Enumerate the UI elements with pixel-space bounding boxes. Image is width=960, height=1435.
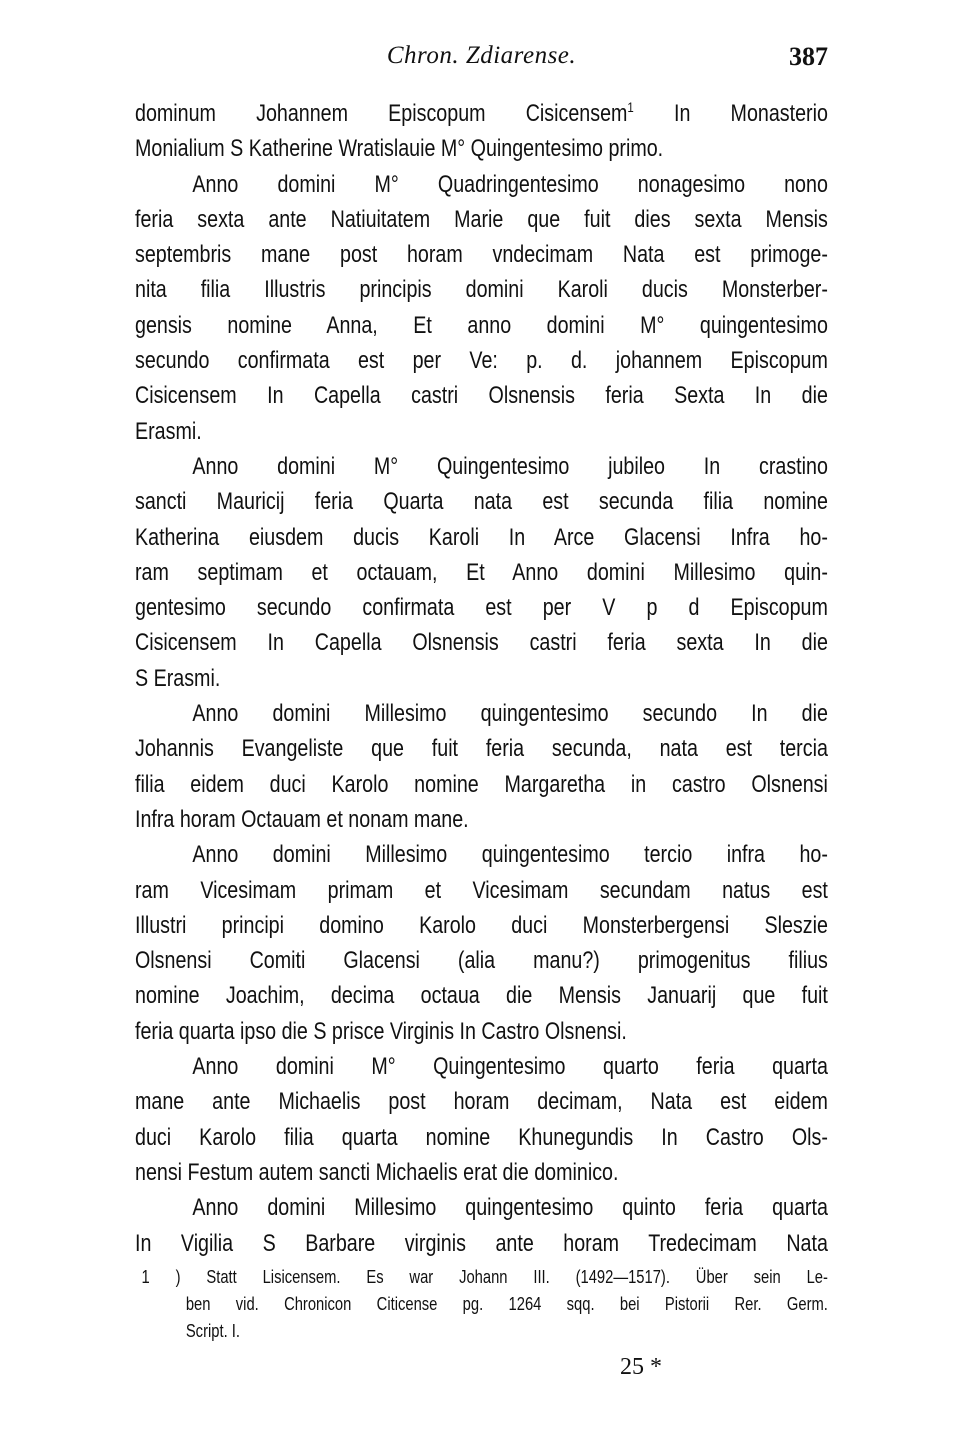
paragraph-start-line: Anno domini Millesimo quingentesimo tercio infra ho-: [192, 841, 828, 869]
paragraph-start-line: Anno domini Millesimo quingentesimo quinto feria quarta: [192, 1194, 828, 1222]
text-line: In Vigilia S Barbare virginis ante horam Tredecimam Nata: [135, 1229, 828, 1257]
text-line: ram Vicesimam primam et Vicesimam secundam natus est: [135, 876, 828, 904]
text-line: secundo confirmata est per Ve: p. d. johannem Episcopum: [135, 347, 828, 375]
text-line: Johannis Evangeliste que fuit feria secunda, nata est tercia: [135, 735, 828, 763]
text-line: ram septimam et octauam, Et Anno domini Millesimo quin-: [135, 558, 828, 586]
text-line: gensis nomine Anna, Et anno domini M° quingentesimo: [135, 311, 828, 339]
text-line: Infra horam Octauam et nonam mane.: [135, 805, 469, 833]
text-line: sancti Mauricij feria Quarta nata est secunda filia nomine: [135, 488, 828, 516]
paragraph-start-line: Anno domini M° Quadringentesimo nonagesimo nono: [192, 170, 828, 198]
running-title: Chron. Zdiarense.: [386, 42, 577, 69]
text-line: Cisicensem In Capella Olsnensis castri feria sexta In die: [135, 629, 828, 657]
signature-mark: 25 *: [620, 1354, 662, 1380]
text-line: Katherina eiusdem ducis Karoli In Arce Glacensi Infra ho-: [135, 523, 828, 551]
text-line: nomine Joachim, decima octaua die Mensis Januarij que fuit: [135, 982, 828, 1010]
text-line: Erasmi.: [135, 417, 202, 445]
footnote-line: 1 ) Statt Lisicensem. Es war Johann III. (1492—1517). Über sein Le-: [141, 1267, 828, 1287]
footnotes: [135, 1264, 828, 1345]
text-line: feria sexta ante Natiuitatem Marie que fuit dies sexta Mensis: [135, 205, 828, 233]
text-line: feria quarta ipso die S prisce Virginis In Castro Olsnensi.: [135, 1017, 627, 1045]
text-line: dominum Johannem Episcopum Cisicensem$^1$ In Monasterio: [135, 99, 828, 127]
text-line: Monialium S Katherine Wratislauie M° Quingentesimo primo.: [135, 135, 664, 163]
text-line: mane ante Michaelis post horam decimam, Nata est eidem: [135, 1088, 828, 1116]
text-line: Illustri principi domino Karolo duci Monsterbergensi Sleszie: [135, 911, 828, 939]
text-line: nita filia Illustris principis domini Karoli ducis Monsterber-: [135, 276, 828, 304]
text-line: Cisicensem In Capella castri Olsnensis feria Sexta In die: [135, 382, 828, 410]
paragraph-start-line: Anno domini M° Quingentesimo jubileo In crastino: [192, 452, 828, 480]
footnote-reference: 1: [627, 99, 634, 115]
text-line: nensi Festum autem sancti Michaelis erat die dominico.: [135, 1158, 619, 1186]
text-line: duci Karolo filia quarta nomine Khunegundis In Castro Ols-: [135, 1123, 828, 1151]
running-head: [135, 42, 828, 82]
paragraph-start-line: Anno domini Millesimo quingentesimo secundo In die: [192, 700, 828, 728]
text-line: Olsnensi Comiti Glacensi (alia manu?) primogenitus filius: [135, 947, 828, 975]
text-line: gentesimo secundo confirmata est per V p d Episcopum: [135, 594, 828, 622]
body-text: [135, 96, 828, 1261]
text-line: filia eidem duci Karolo nomine Margaretha in castro Olsnensi: [135, 770, 828, 798]
text-line: S Erasmi.: [135, 664, 221, 692]
paragraph-start-line: Anno domini M° Quingentesimo quarto feria quarta: [192, 1053, 828, 1081]
page-number: 387: [789, 42, 828, 71]
footnote-line: Script. I.: [185, 1321, 240, 1341]
text-line: septembris mane post horam vndecimam Nata est primoge-: [135, 241, 828, 269]
footnote-line: ben vid. Chronicon Citicense pg. 1264 sqq. bei Pistorii Rer. Germ.: [185, 1294, 828, 1314]
